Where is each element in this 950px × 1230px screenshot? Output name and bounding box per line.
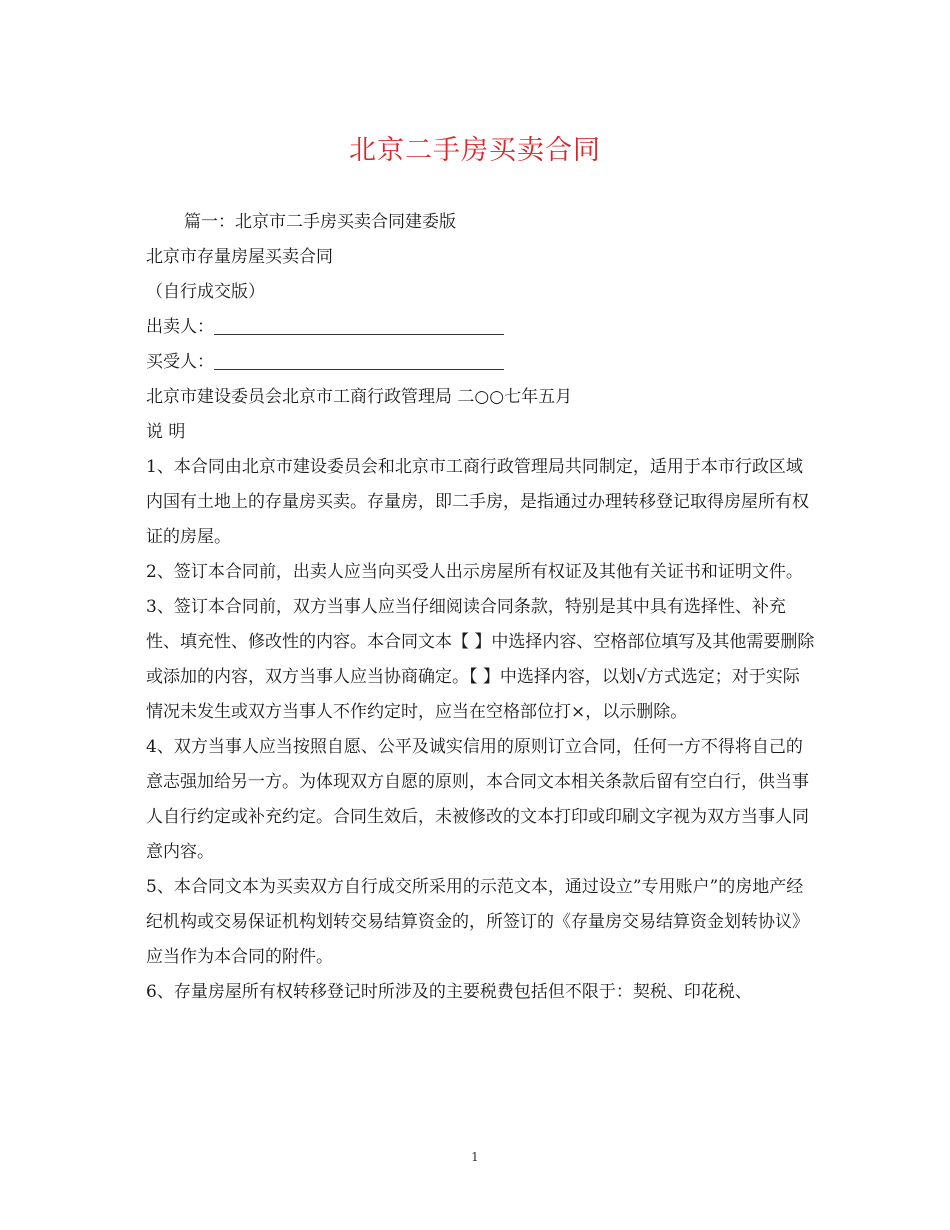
notes-heading: 说 明 xyxy=(146,422,186,442)
document-body xyxy=(146,205,816,1010)
buyer-line xyxy=(146,345,816,380)
buyer-blank xyxy=(214,349,504,370)
issuer-line: 北京市建设委员会北京市工商行政管理局 二○○七年五月 xyxy=(146,387,573,407)
note-paragraph-3: 3、签订本合同前，双方当事人应当仔细阅读合同条款，特别是其中具有选择性、补充性、填充性、修改性的内容。本合同文本【 】中选择内容、空格部位填写及其他需要删除或添加的内容，双方当事人应当协商确定。【 】中选择内容，以划√方式选定；对于实际情况未发生或双方当事人不作约定时，应当在空格部位打×，以示删除。 xyxy=(146,597,815,722)
buyer-label: 买受人： xyxy=(146,352,214,372)
seller-label: 出卖人： xyxy=(146,317,214,337)
section-heading: 篇一：北京市二手房买卖合同建委版 xyxy=(184,212,456,232)
seller-line xyxy=(146,310,816,345)
note-paragraph-2: 2、签订本合同前，出卖人应当向买受人出示房屋所有权证及其他有关证书和证明文件。 xyxy=(146,562,803,582)
document-title: 北京二手房买卖合同 xyxy=(349,135,601,166)
note-paragraph-6: 6、存量房屋所有权转移登记时所涉及的主要税费包括但不限于：契税、印花税、 xyxy=(146,982,752,1002)
edition-label: （自行成交版） xyxy=(146,282,265,302)
contract-name: 北京市存量房屋买卖合同 xyxy=(146,247,333,267)
note-paragraph-4: 4、双方当事人应当按照自愿、公平及诚实信用的原则订立合同，任何一方不得将自己的意志强加给另一方。为体现双方自愿的原则，本合同文本相关条款后留有空白行，供当事人自行约定或补充约定。合同生效后，未被修改的文本打印或印刷文字视为双方当事人同意内容。 xyxy=(146,737,809,862)
page-number: 1 xyxy=(471,1150,479,1164)
note-paragraph-1: 1、本合同由北京市建设委员会和北京市工商行政管理局共同制定，适用于本市行政区域内国有土地上的存量房买卖。存量房，即二手房，是指通过办理转移登记取得房屋所有权证的房屋。 xyxy=(146,457,809,547)
seller-blank xyxy=(214,314,504,335)
note-paragraph-5: 5、本合同文本为买卖双方自行成交所采用的示范文本，通过设立”专用账户”的房地产经纪机构或交易保证机构划转交易结算资金的，所签订的《存量房交易结算资金划转协议》应当作为本合同的附件。 xyxy=(146,877,809,967)
